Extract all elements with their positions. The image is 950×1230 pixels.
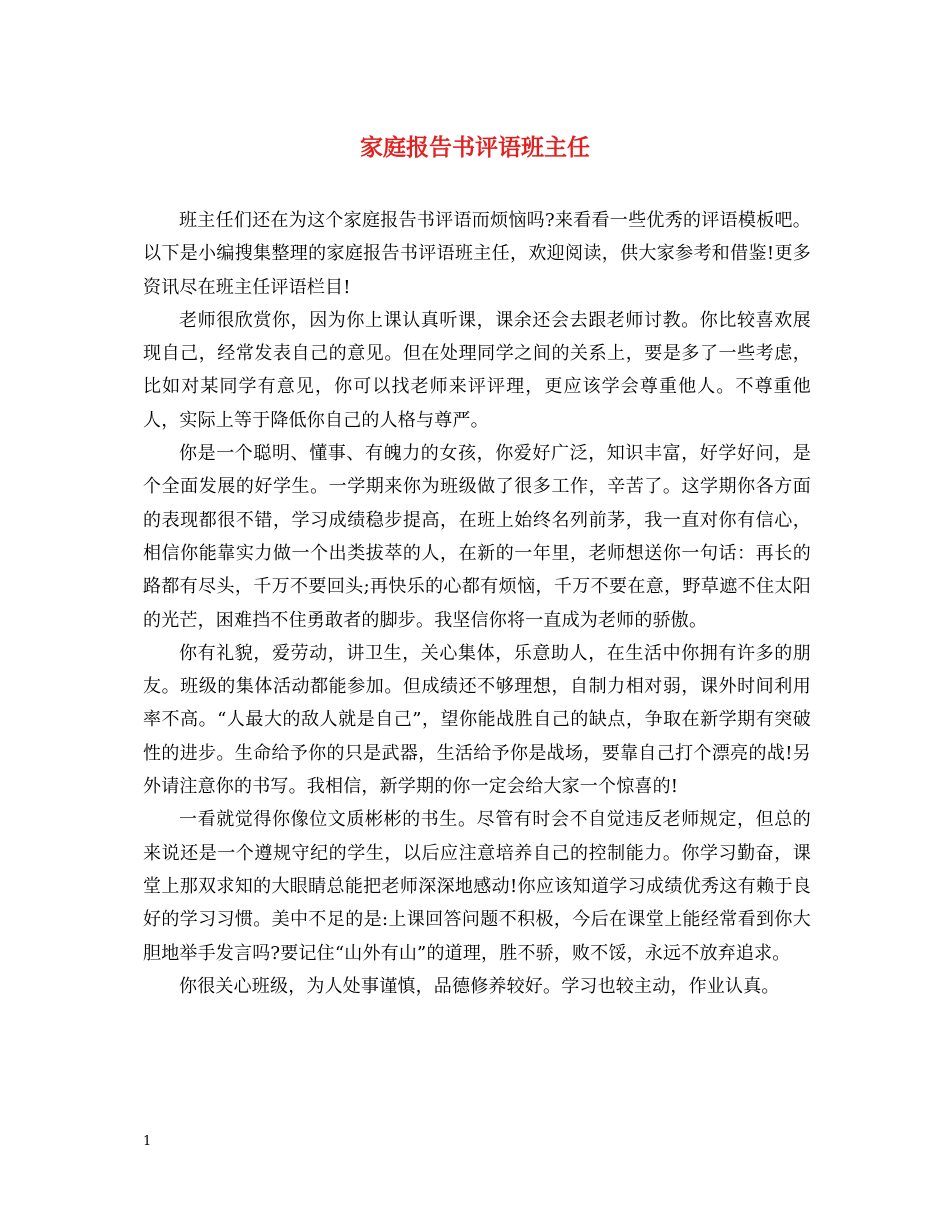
paragraph-comment-5: 你很关心班级，为人处事谨慎，品德修养较好。学习也较主动，作业认真。 xyxy=(179,975,780,997)
paragraph-comment-3: 你有礼貌，爱劳动，讲卫生，关心集体，乐意助人，在生活中你拥有许多的朋友。班级的集体活动都能参加。但成绩还不够理想，自制力相对弱，课外时间利用率不高。“人最大的敌人就是自己”，望你能战胜自己的缺点，争取在新学期有突破性的进步。生命给予你的只是武器，生活给予你是战场，要靠自己打个漂亮的战!另外请注意你的书写。我相信，新学期的你一定会给大家一个惊喜的! xyxy=(143,642,811,798)
paragraph-comment-2: 你是一个聪明、懂事、有魄力的女孩，你爱好广泛，知识丰富，好学好问，是个全面发展的好学生。一学期来你为班级做了很多工作，辛苦了。这学期你各方面的表现都很不错，学习成绩稳步提高，在班上始终名列前茅，我一直对你有信心，相信你能靠实力做一个出类拔萃的人，在新的一年里，老师想送你一句话：再长的路都有尽头，千万不要回头;再快乐的心都有烦恼，千万不要在意，野草遮不住太阳的光芒，困难挡不住勇敢者的脚步。我坚信你将一直成为老师的骄傲。 xyxy=(143,443,811,631)
paragraph-comment-4: 一看就觉得你像位文质彬彬的书生。尽管有时会不自觉违反老师规定，但总的来说还是一个遵规守纪的学生，以后应注意培养自己的控制能力。你学习勤奋，课堂上那双求知的大眼睛总能把老师深深地感动!你应该知道学习成绩优秀这有赖于良好的学习习惯。美中不足的是:上课回答问题不积极，今后在课堂上能经常看到你大胆地举手发言吗?要记住“山外有山”的道理，胜不骄，败不馁，永远不放弃追求。 xyxy=(143,809,811,964)
document-title: 家庭报告书评语班主任 xyxy=(360,134,590,161)
page-number: 1 xyxy=(143,1134,152,1149)
document-body xyxy=(143,204,811,1003)
paragraph-comment-1: 老师很欣赏你，因为你上课认真听课，课余还会去跟老师讨教。你比较喜欢展现自己，经常发表自己的意见。但在处理同学之间的关系上，要是多了一些考虑，比如对某同学有意见，你可以找老师来评评理，更应该学会尊重他人。不尊重他人，实际上等于降低你自己的人格与尊严。 xyxy=(143,309,811,431)
paragraph-intro: 班主任们还在为这个家庭报告书评语而烦恼吗?来看看一些优秀的评语模板吧。以下是小编搜集整理的家庭报告书评语班主任，欢迎阅读，供大家参考和借鉴!更多资讯尽在班主任评语栏目! xyxy=(143,210,811,298)
